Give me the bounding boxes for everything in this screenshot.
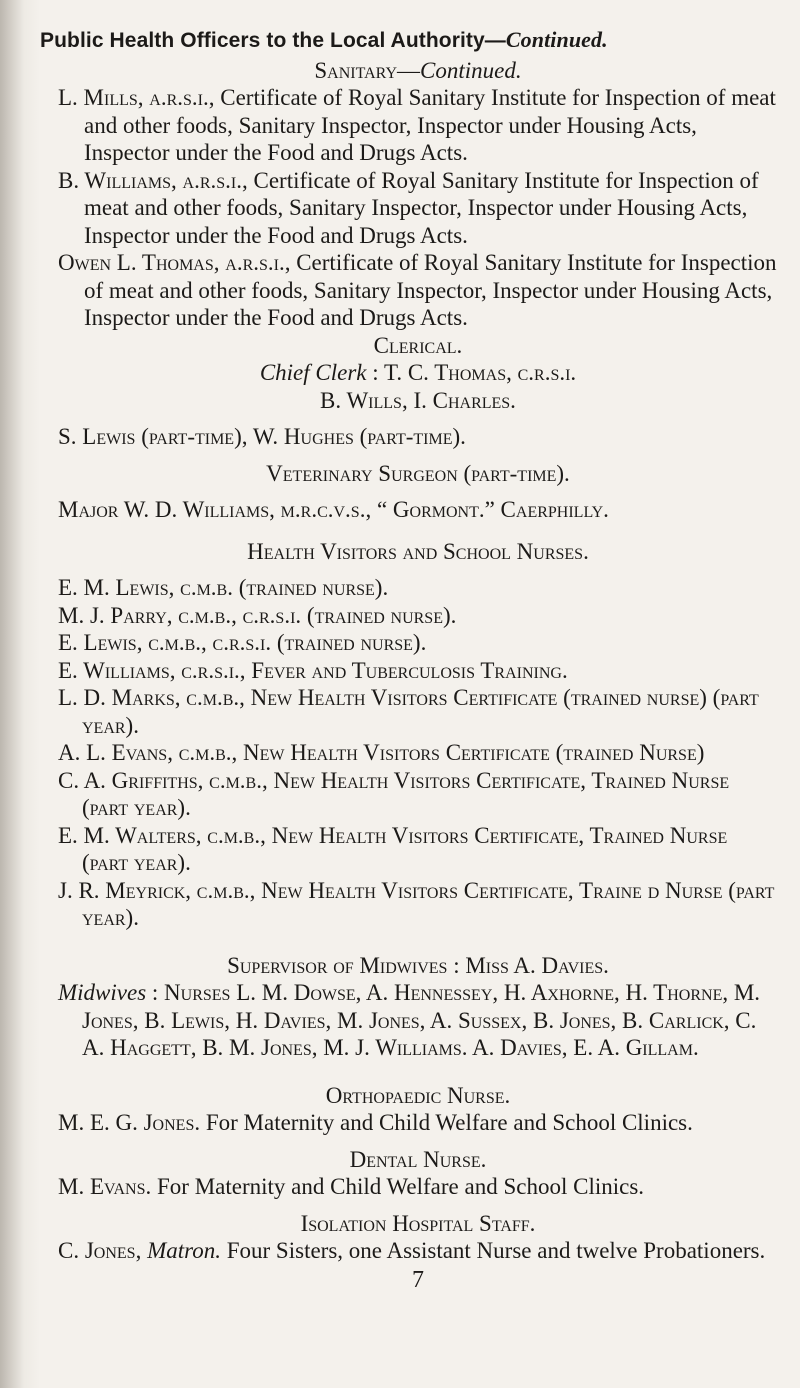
- chief-clerk-name: : T. C. Thomas, c.r.s.i.: [366, 360, 577, 385]
- running-header: [40, 26, 778, 55]
- entry-text: Certificate of Royal Sanitary Institute for Inspection of meat and other foods, Sanitary Inspector, Inspector under Housing Acts, Inspector under the Food and Drugs Acts.: [84, 250, 777, 330]
- sanitary-heading: [58, 57, 778, 85]
- health-visitor-entry: E. M. Walters, c.m.b., New Health Visitors Certificate, Trained Nurse (part year).: [58, 822, 728, 875]
- health-visitors-heading: Health Visitors and School Nurses.: [247, 538, 589, 564]
- chief-clerk-label: Chief Clerk: [259, 360, 367, 385]
- sanitary-entry: [58, 249, 778, 332]
- veterinary-line: Major W. D. Williams, m.r.c.v.s., “ Gormont.” Caerphilly.: [58, 497, 609, 522]
- sanitary-entry: [58, 167, 778, 250]
- header-title: Public Health Officers to the Local Authority—: [40, 29, 506, 52]
- health-visitor-entry: J. R. Meyrick, c.m.b., New Health Visitors Certificate, Traine d Nurse (part year).: [58, 877, 775, 930]
- dental-name: M. Evans.: [58, 1174, 152, 1199]
- orthopaedic-heading: Orthopaedic Nurse.: [325, 1082, 511, 1108]
- health-visitor-entry: E. Williams, c.r.s.i., Fever and Tuberculosis Training.: [58, 657, 568, 683]
- dental-heading: Dental Nurse.: [349, 1146, 487, 1172]
- entry-name: Owen L. Thomas, a.r.s.i.,: [58, 250, 291, 275]
- clerical-line: B. Wills, I. Charles.: [320, 387, 516, 413]
- sanitary-entry: [58, 84, 778, 167]
- isolation-heading: Isolation Hospital Staff.: [300, 1210, 536, 1236]
- page-content: [40, 26, 778, 1294]
- orthopaedic-name: M. E. G. Jones.: [58, 1110, 201, 1135]
- midwives-list: [58, 979, 778, 1062]
- veterinary-heading: Veterinary Surgeon (part-time).: [266, 460, 570, 486]
- dental-text: For Maternity and Child Welfare and School Clinics.: [151, 1174, 645, 1199]
- midwives-names: : Nurses L. M. Dowse, A. Hennessey, H. Axhorne, H. Thorne, M. Jones, B. Lewis, H. Davies, M. Jones, A. Sussex, B. Jones, B. Carlick, C. A. Haggett, B. M. Jones, M. J. Williams. A. Davies, E. A. Gillam.: [82, 980, 761, 1060]
- sanitary-heading-continued: Continued.: [420, 57, 522, 83]
- isolation-text: Four Sisters, one Assistant Nurse and twelve Probationers.: [220, 1238, 766, 1263]
- clerical-heading: Clerical.: [373, 332, 463, 358]
- health-visitor-entry: C. A. Griffiths, c.m.b., New Health Visitors Certificate, Trained Nurse (part year).: [58, 767, 730, 820]
- dental-entry: [58, 1173, 778, 1201]
- page-number: 7: [412, 1266, 424, 1293]
- sanitary-heading-label: Sanitary—: [314, 57, 421, 83]
- orthopaedic-entry: [58, 1109, 778, 1137]
- entry-text: Certificate of Royal Sanitary Institute for Inspection of meat and other foods, Sanitary Inspector, Inspector under Housing Acts, Inspector under the Food and Drugs Acts.: [84, 85, 776, 165]
- chief-clerk-line: [58, 359, 778, 387]
- clerical-line: S. Lewis (part-time), W. Hughes (part-time).: [58, 424, 466, 449]
- midwives-label: Midwives: [58, 980, 147, 1005]
- entry-name: B. Williams, a.r.s.i.,: [58, 167, 248, 193]
- health-visitor-entry: E. M. Lewis, c.m.b. (trained nurse).: [58, 575, 389, 600]
- health-visitor-entry: A. L. Evans, c.m.b., New Health Visitors Certificate (trained Nurse): [58, 740, 705, 765]
- header-continued: Continued.: [505, 27, 608, 52]
- isolation-role: Matron.: [141, 1238, 221, 1263]
- health-visitor-entry: M. J. Parry, c.m.b., c.r.s.i. (trained nurse).: [58, 602, 457, 628]
- health-visitor-entry: L. D. Marks, c.m.b., New Health Visitors Certificate (trained nurse) (part year).: [58, 685, 759, 738]
- isolation-entry: [58, 1237, 778, 1265]
- orthopaedic-text: For Maternity and Child Welfare and School Clinics.: [200, 1110, 693, 1135]
- entry-name: L. Mills, a.r.s.i.,: [58, 85, 215, 110]
- page-edge-shadow: [0, 0, 40, 1388]
- supervisor-of-midwives: Supervisor of Midwives : Miss A. Davies.: [227, 952, 609, 978]
- health-visitor-entry: E. Lewis, c.m.b., c.r.s.i. (trained nurse).: [58, 630, 427, 655]
- isolation-name: C. Jones,: [58, 1238, 142, 1263]
- entry-text: Certificate of Royal Sanitary Institute for Inspection of meat and other foods, Sanitary Inspector, Inspector under Housing Acts, Inspector under the Food and Drugs Acts.: [84, 167, 759, 248]
